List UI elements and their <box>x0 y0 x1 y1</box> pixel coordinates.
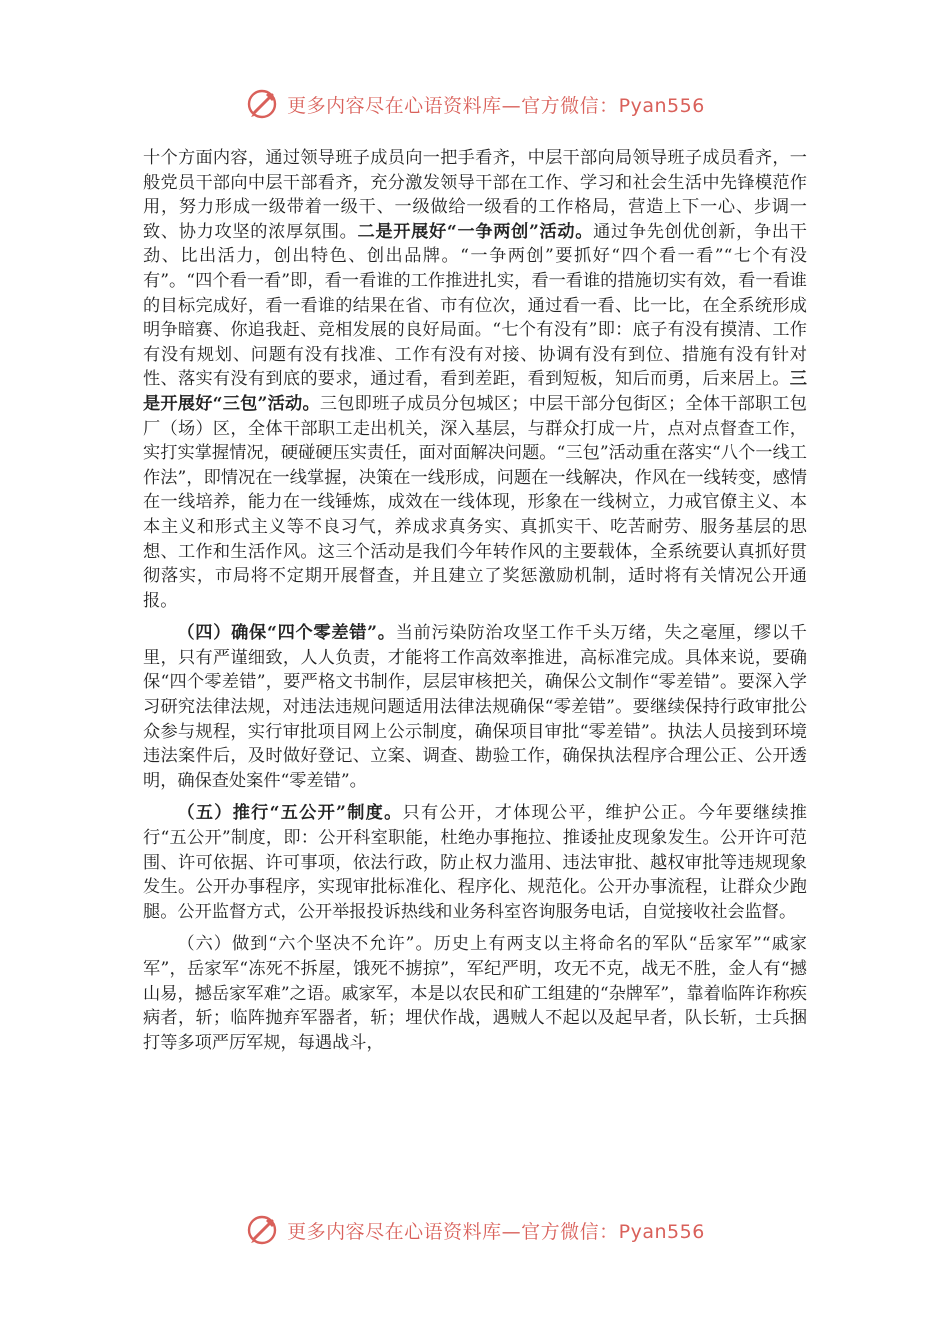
header-watermark-banner <box>0 84 950 124</box>
paragraph-text: 十个方面内容，通过领导班子成员向一把手看齐，中层干部向局领导班子成员看齐，一般党员干部向中层干部看齐，充分激发领导干部在工作、学习和社会生活中先锋模范作用，努力形成一级带着一级干、一级做给一级看的工作格局，营造上下一心、步调一致、协力攻坚的浓厚氛围。 <box>143 148 807 242</box>
paragraph-text: 三包即班子成员分包城区；中层干部分包街区；全体干部职工包厂（场）区，全体干部职工走出机关，深入基层，与群众打成一片，点对点督查工作，实打实掌握情况，硬碰硬压实责任，面对面解决问题。“三包”活动重在落实“八个一线工作法”，即情况在一线掌握，决策在一线形成，问题在一线解决，作风在一线转变，感情在一线培养，能力在一线锤炼，成效在一线体现，形象在一线树立，力戒官僚主义、本本主义和形式主义等不良习气，养成求真务实、真抓实干、吃苦耐劳、服务基层的思想、工作和生活作风。这三个活动是我们今年转作风的主要载体，全系统要认真抓好贯彻落实，市局将不定期开展督查，并且建立了奖惩激励机制，适时将有关情况公开通报。 <box>143 393 807 611</box>
paragraph-activities <box>143 146 807 613</box>
bold-phrase-sanbao: 三是开展好“三包”活动。 <box>143 369 807 414</box>
footer-watermark-text: 更多内容尽在心语资料库—官方微信：Pyan556 <box>287 1220 705 1243</box>
paragraph-five-disclosures <box>143 801 807 924</box>
bold-phrase-yizheng-liangchuang: 二是开展好“一争两创”活动。 <box>357 221 594 242</box>
pen-logo-icon <box>245 1212 281 1248</box>
document-body <box>143 146 807 1063</box>
paragraph-text: 只有公开，才体现公平，维护公正。今年要继续推行“五公开”制度，即：公开科室职能，杜绝办事拖拉、推诿扯皮现象发生。公开许可范围、许可依据、许可事项，依法行政，防止权力滥用、违法审批、越权审批等违规现象发生。公开办事程序，实现审批标准化、程序化、规范化。公开办事流程，让群众少跑腿。公开监督方式，公开举报投诉热线和业务科室咨询服务电话，自觉接收社会监督。 <box>143 803 807 922</box>
paragraph-text: 当前污染防治攻坚工作千头万绪，失之毫厘，缪以千里，只有严谨细致，人人负责，才能将工作高效率推进，高标准完成。具体来说，要确保“四个零差错”，要严格文书制作，层层审核把关，确保公文制作“零差错”。要深入学习研究法律法规，对违法违规问题适用法律法规确保“零差错”。要继续保持行政审批公众参与规程，实行审批项目网上公示制度，确保项目审批“零差错”。执法人员接到环境违法案件后，及时做好登记、立案、调查、勘验工作，确保执法程序合理公正、公开透明，确保查处案件“零差错”。 <box>143 623 807 791</box>
pen-logo-icon <box>245 86 281 122</box>
section-heading-five: （五）推行“五公开”制度。 <box>177 803 403 824</box>
paragraph-text: 通过争先创优创新，争出干劲、比出活力，创出特色、创出品牌。“一争两创”要抓好“四个看一看”“七个有没有”。“四个看一看”即，看一看谁的工作推进扎实，看一看谁的措施切实有效，看一看谁的目标完成好，看一看谁的结果在省、市有位次，通过看一看、比一比，在全系统形成明争暗赛、你追我赶、竞相发展的良好局面。“七个有没有”即：底子有没有摸清、工作有没有规划、问题有没有找准、工作有没有对接、协调有没有到位、措施有没有针对性、落实有没有到底的要求，通过看，看到差距，看到短板，知后而勇，后来居上。 <box>143 221 807 390</box>
header-watermark-text: 更多内容尽在心语资料库—官方微信：Pyan556 <box>287 94 705 117</box>
paragraph-text: （六）做到“六个坚决不允许”。历史上有两支以主将命名的军队“岳家军”“戚家军”，岳家军“冻死不拆屋，饿死不掳掠”，军纪严明，攻无不克，战无不胜，金人有“撼山易，撼岳家军难”之语。戚家军，本是以农民和矿工组建的“杂牌军”，靠着临阵诈称疾病者，斩；临阵抛弃军器者，斩；埋伏作战，遇贼人不起以及起早者，队长斩，士兵捆打等多项严厉军规，每遇战斗， <box>143 934 807 1053</box>
section-heading-four: （四）确保“四个零差错”。 <box>177 623 396 644</box>
footer-watermark-banner <box>0 1210 950 1250</box>
paragraph-six-not-allowed <box>143 932 807 1055</box>
paragraph-four-zero-errors <box>143 621 807 793</box>
